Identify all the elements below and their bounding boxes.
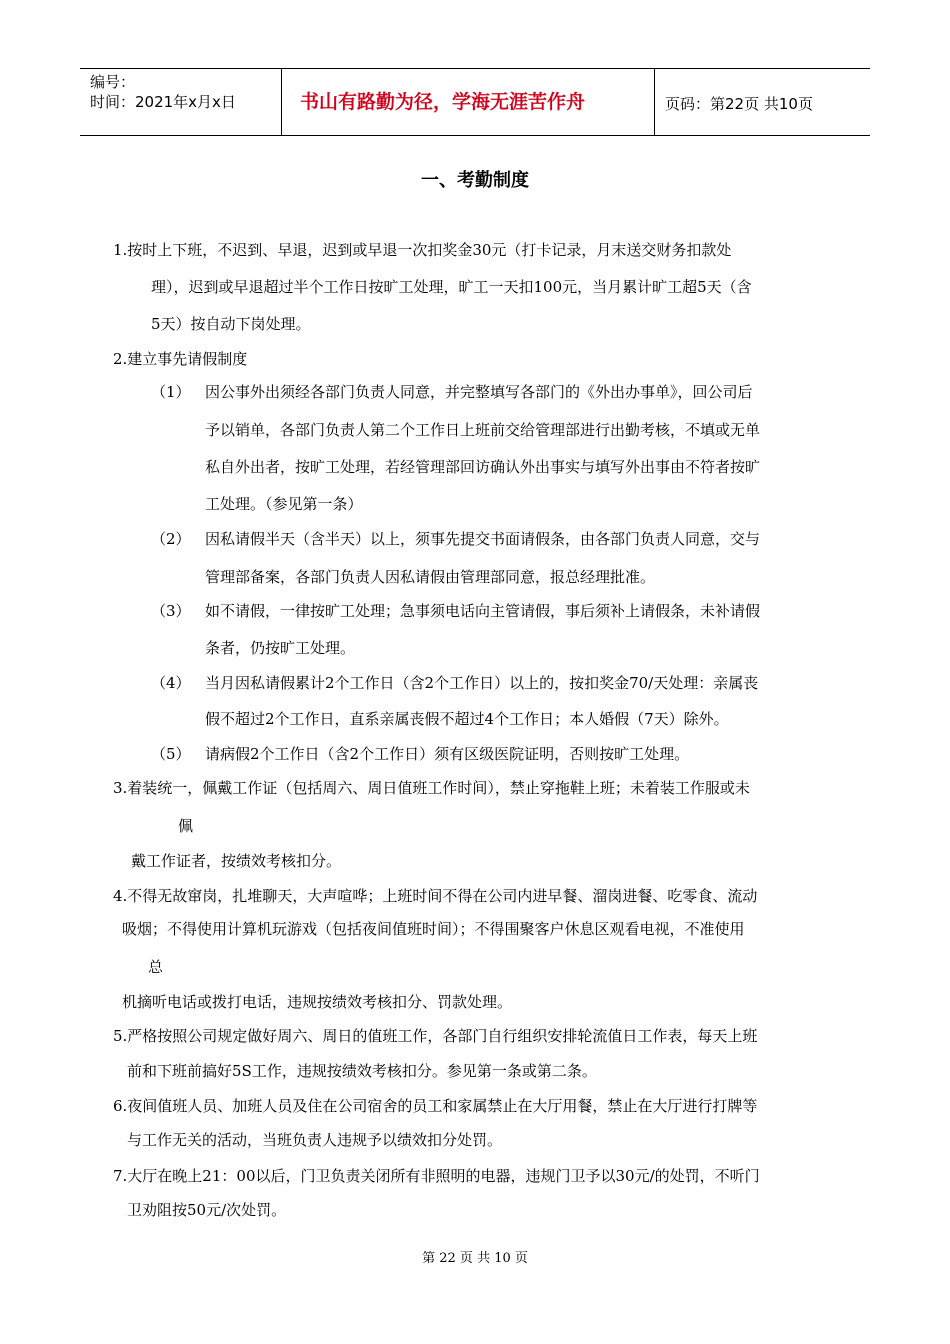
paragraph-line: 因私请假半天（含半天）以上，须事先提交书面请假条，由各部门负责人同意，交与	[205, 530, 761, 548]
paragraph-line: 5天）按自动下岗处理。	[151, 315, 311, 333]
paragraph-line: 3.着装统一，佩戴工作证（包括周六、周日值班工作时间），禁止穿拖鞋上班；未着装工作服或未	[113, 779, 750, 797]
item-number: （3）	[151, 602, 191, 620]
paragraph-line: 卫劝阻按50元/次处罚。	[127, 1201, 287, 1219]
paragraph-line: 予以销单，各部门负责人第二个工作日上班前交给管理部进行出勤考核，不填或无单	[205, 421, 761, 439]
item-number: （2）	[151, 530, 191, 548]
paragraph-line: 请病假2个工作日（含2个工作日）须有区级医院证明，否则按旷工处理。	[205, 745, 690, 763]
paragraph-line: 管理部备案，各部门负责人因私请假由管理部同意，报总经理批准。	[205, 568, 656, 586]
header-bottom-rule	[80, 135, 870, 136]
page-footer: 第 22 页 共 10 页	[422, 1251, 528, 1266]
paragraph-line: 工处理。（参见第一条）	[205, 495, 363, 513]
paragraph-line: 4.不得无故窜岗，扎堆聊天，大声喧哗；上班时间不得在公司内进早餐、溜岗进餐、吃零食、流动	[113, 887, 758, 905]
header-divider-right	[654, 68, 655, 136]
item-number: （1）	[151, 383, 191, 401]
paragraph-line: 7.大厅在晚上21：00以后，门卫负责关闭所有非照明的电器，违规门卫予以30元/的处罚，不听门	[113, 1167, 760, 1185]
header-page-label: 页码：第22页 共10页	[665, 95, 813, 113]
header-code-label: 编号：	[90, 73, 136, 91]
paragraph-line: 理），迟到或早退超过半个工作日按旷工处理，旷工一天扣100元，当月累计旷工超5天（含	[151, 278, 752, 296]
paragraph-line: 条者，仍按旷工处理。	[205, 639, 356, 657]
paragraph-line: 与工作无关的活动，当班负责人违规予以绩效扣分处罚。	[127, 1131, 503, 1149]
item-number: （5）	[151, 745, 191, 763]
paragraph-line: 如不请假，一律按旷工处理；急事须电话向主管请假，事后须补上请假条，未补请假	[205, 602, 761, 620]
paragraph-line: 当月因私请假累计2个工作日（含2个工作日）以上的，按扣奖金70/天处理：亲属丧	[205, 674, 759, 692]
header-motto: 书山有路勤为径，学海无涯苦作舟	[300, 91, 586, 113]
paragraph-line: 总	[148, 958, 164, 976]
paragraph-line: 戴工作证者，按绩效考核扣分。	[131, 852, 342, 870]
item-number: （4）	[151, 674, 191, 692]
header-top-rule	[80, 68, 870, 69]
paragraph-line: 5.严格按照公司规定做好周六、周日的值班工作，各部门自行组织安排轮流值日工作表，每天上班	[113, 1027, 758, 1045]
header-divider-left	[281, 68, 282, 136]
header-date-label: 时间：2021年x月x日	[90, 93, 236, 111]
paragraph-line: 2.建立事先请假制度	[113, 350, 248, 368]
paragraph-line: 假不超过2个工作日，直系亲属丧假不超过4个工作日；本人婚假（7天）除外。	[205, 710, 729, 728]
paragraph-line: 1.按时上下班，不迟到、早退，迟到或早退一次扣奖金30元（打卡记录，月末送交财务扣款处	[113, 241, 732, 259]
paragraph-line: 佩	[178, 817, 194, 835]
paragraph-line: 前和下班前搞好5S工作，违规按绩效考核扣分。参见第一条或第二条。	[127, 1062, 597, 1080]
paragraph-line: 私自外出者，按旷工处理，若经管理部回访确认外出事实与填写外出事由不符者按旷	[205, 458, 761, 476]
page-title: 一、考勤制度	[421, 170, 529, 191]
paragraph-line: 机摘听电话或拨打电话，违规按绩效考核扣分、罚款处理。	[122, 993, 513, 1011]
paragraph-line: 吸烟；不得使用计算机玩游戏（包括夜间值班时间）；不得围聚客户休息区观看电视，不准使用	[122, 920, 745, 938]
paragraph-line: 6.夜间值班人员、加班人员及住在公司宿舍的员工和家属禁止在大厅用餐，禁止在大厅进行打牌等	[113, 1097, 758, 1115]
paragraph-line: 因公事外出须经各部门负责人同意，并完整填写各部门的《外出办事单》，回公司后	[205, 383, 753, 401]
